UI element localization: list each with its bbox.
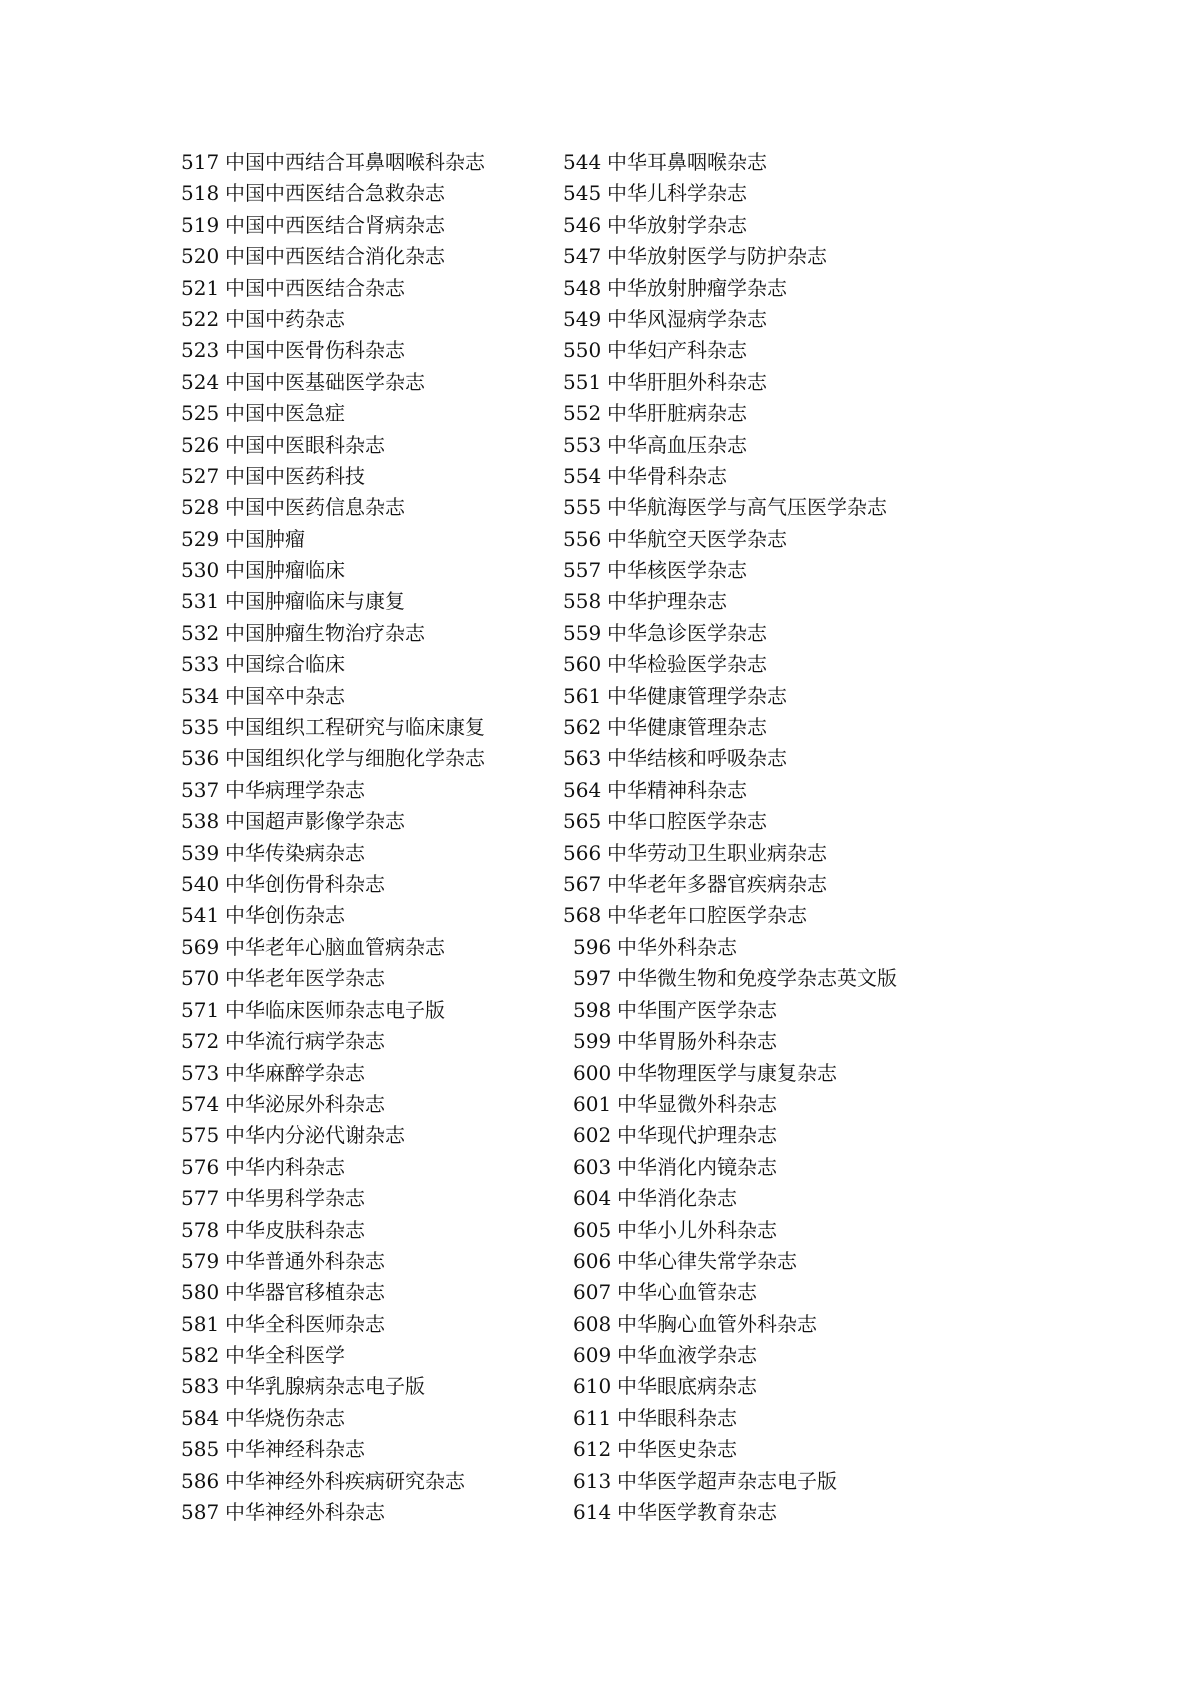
entry-number: 569	[181, 935, 220, 959]
entry-number: 533	[181, 652, 220, 677]
entry-number: 549	[563, 306, 602, 331]
journal-entry	[181, 1340, 465, 1371]
journal-title: 中华耳鼻咽喉杂志	[607, 150, 767, 174]
journal-title: 中华器官移植杂志	[225, 1280, 385, 1305]
journal-list-bottom-left	[181, 932, 465, 1528]
journal-entry	[181, 241, 485, 272]
journal-title: 中国组织化学与细胞化学杂志	[225, 746, 485, 771]
entry-number: 536	[181, 746, 220, 771]
journal-title: 中华儿科学杂志	[607, 181, 747, 206]
entry-number: 611	[573, 1405, 612, 1430]
journal-title: 中国肿瘤临床	[225, 558, 345, 583]
entry-number: 526	[181, 432, 220, 457]
journal-entry	[573, 1152, 897, 1183]
journal-title: 中华皮肤科杂志	[225, 1217, 365, 1242]
journal-title: 中华内科杂志	[225, 1154, 345, 1179]
journal-title: 中华创伤骨科杂志	[225, 871, 385, 896]
journal-entry	[181, 838, 485, 869]
journal-entry	[181, 524, 485, 555]
entry-number: 613	[573, 1468, 612, 1493]
journal-entry	[563, 775, 887, 806]
entry-number: 562	[563, 715, 602, 740]
journal-entry	[181, 1371, 465, 1402]
journal-entry	[563, 461, 887, 492]
journal-entry	[563, 367, 887, 398]
journal-title: 中华肝脏病杂志	[607, 401, 747, 426]
entry-number: 525	[181, 401, 220, 426]
journal-list-top-right	[563, 147, 887, 932]
journal-entry	[181, 900, 485, 931]
entry-number: 585	[181, 1437, 220, 1462]
entry-number: 581	[181, 1311, 220, 1336]
entry-number: 599	[573, 1029, 612, 1054]
journal-title: 中华乳腺病杂志电子版	[225, 1374, 425, 1399]
journal-entry	[181, 649, 485, 680]
journal-entry	[181, 1152, 465, 1183]
entry-number: 558	[563, 589, 602, 614]
entry-number: 522	[181, 306, 220, 331]
journal-entry	[181, 1497, 465, 1528]
entry-number: 580	[181, 1280, 220, 1305]
journal-entry	[563, 304, 887, 335]
journal-entry	[573, 1340, 897, 1371]
journal-entry	[563, 241, 887, 272]
journal-title: 中华麻醉学杂志	[225, 1060, 365, 1085]
journal-entry	[181, 304, 485, 335]
journal-title: 中国中西医结合急救杂志	[225, 181, 445, 206]
journal-entry	[181, 367, 485, 398]
entry-number: 574	[181, 1091, 220, 1116]
journal-title: 中华显微外科杂志	[617, 1091, 777, 1116]
journal-entry	[573, 1403, 897, 1434]
entry-number: 538	[181, 809, 220, 834]
journal-title: 中华眼底病杂志	[617, 1374, 757, 1399]
entry-number: 573	[181, 1060, 220, 1085]
journal-entry	[563, 869, 887, 900]
entry-number: 578	[181, 1217, 220, 1242]
entry-number: 530	[181, 558, 220, 583]
journal-title: 中华医学教育杂志	[617, 1500, 777, 1525]
journal-entry	[181, 586, 485, 617]
entry-number: 566	[563, 840, 602, 865]
entry-number: 548	[563, 275, 602, 300]
entry-number: 576	[181, 1154, 220, 1179]
journal-entry	[563, 147, 887, 178]
journal-title: 中国超声影像学杂志	[225, 809, 405, 834]
journal-entry	[563, 398, 887, 429]
entry-number: 518	[181, 181, 220, 206]
journal-title: 中华内分泌代谢杂志	[225, 1123, 405, 1148]
entry-number: 609	[573, 1343, 612, 1368]
entry-number: 539	[181, 840, 220, 865]
journal-entry	[563, 210, 887, 241]
journal-title: 中华核医学杂志	[607, 558, 747, 583]
journal-entry	[181, 1183, 465, 1214]
entry-number: 519	[181, 212, 220, 237]
entry-number: 601	[573, 1091, 612, 1116]
entry-number: 575	[181, 1123, 220, 1148]
entry-number: 535	[181, 715, 220, 740]
journal-title: 中华检验医学杂志	[607, 652, 767, 677]
entry-number: 605	[573, 1217, 612, 1242]
journal-entry	[181, 555, 485, 586]
journal-entry	[573, 995, 897, 1026]
journal-title: 中华精神科杂志	[607, 777, 747, 802]
journal-title: 中华航空天医学杂志	[607, 526, 787, 551]
journal-entry	[181, 775, 485, 806]
journal-title: 中华创伤杂志	[225, 903, 345, 928]
journal-entry	[573, 1089, 897, 1120]
journal-title: 中华口腔医学杂志	[607, 809, 767, 834]
journal-title: 中华骨科杂志	[607, 463, 727, 488]
journal-title: 中华全科医学	[225, 1343, 345, 1368]
journal-title: 中华神经外科杂志	[225, 1500, 385, 1525]
journal-title: 中华围产医学杂志	[617, 997, 777, 1022]
journal-title: 中国中医骨伤科杂志	[225, 338, 405, 363]
journal-entry	[181, 806, 485, 837]
journal-title: 中华心血管杂志	[617, 1280, 757, 1305]
journal-title: 中华放射学杂志	[607, 212, 747, 237]
journal-entry	[573, 1183, 897, 1214]
entry-number: 527	[181, 463, 220, 488]
journal-entry	[181, 147, 485, 178]
journal-title: 中华胸心血管外科杂志	[617, 1311, 817, 1336]
journal-title: 中华放射肿瘤学杂志	[607, 275, 787, 300]
journal-entry	[181, 1277, 465, 1308]
journal-entry	[181, 1089, 465, 1120]
journal-entry	[181, 398, 485, 429]
entry-number: 541	[181, 903, 220, 928]
journal-title: 中国中西结合耳鼻咽喉科杂志	[225, 150, 485, 174]
entry-number: 546	[563, 212, 602, 237]
journal-entry	[573, 1120, 897, 1151]
entry-number: 565	[563, 809, 602, 834]
journal-title: 中华劳动卫生职业病杂志	[607, 840, 827, 865]
entry-number: 521	[181, 275, 220, 300]
journal-entry	[181, 210, 485, 241]
journal-title: 中国组织工程研究与临床康复	[225, 715, 485, 740]
journal-title: 中华临床医师杂志电子版	[225, 997, 445, 1022]
journal-title: 中华微生物和免疫学杂志英文版	[617, 966, 897, 991]
journal-title: 中华泌尿外科杂志	[225, 1091, 385, 1116]
entry-number: 602	[573, 1123, 612, 1148]
entry-number: 571	[181, 997, 220, 1022]
journal-entry	[181, 1309, 465, 1340]
entry-number: 584	[181, 1405, 220, 1430]
journal-entry	[181, 1466, 465, 1497]
journal-title: 中华结核和呼吸杂志	[607, 746, 787, 771]
journal-entry	[573, 1026, 897, 1057]
entry-number: 532	[181, 620, 220, 645]
journal-title: 中华消化杂志	[617, 1186, 737, 1211]
journal-title: 中华全科医师杂志	[225, 1311, 385, 1336]
journal-title: 中华普通外科杂志	[225, 1248, 385, 1273]
journal-title: 中华胃肠外科杂志	[617, 1029, 777, 1054]
journal-title: 中华神经外科疾病研究杂志	[225, 1468, 465, 1493]
entry-number: 551	[563, 369, 602, 394]
entry-number: 531	[181, 589, 220, 614]
journal-entry	[563, 555, 887, 586]
journal-entry	[181, 618, 485, 649]
journal-entry	[563, 806, 887, 837]
entry-number: 608	[573, 1311, 612, 1336]
journal-title: 中华老年口腔医学杂志	[607, 903, 807, 928]
entry-number: 568	[563, 903, 602, 928]
journal-title: 中华男科学杂志	[225, 1186, 365, 1211]
journal-entry	[573, 1497, 897, 1528]
journal-entry	[181, 1215, 465, 1246]
entry-number: 579	[181, 1248, 220, 1273]
entry-number: 560	[563, 652, 602, 677]
entry-number: 600	[573, 1060, 612, 1085]
entry-number: 607	[573, 1280, 612, 1305]
entry-number: 597	[573, 966, 612, 991]
entry-number: 517	[181, 150, 220, 174]
journal-entry	[563, 492, 887, 523]
journal-title: 中华放射医学与防护杂志	[607, 244, 827, 269]
journal-entry	[181, 1246, 465, 1277]
journal-title: 中华医学超声杂志电子版	[617, 1468, 837, 1493]
journal-title: 中华神经科杂志	[225, 1437, 365, 1462]
journal-entry	[181, 1403, 465, 1434]
entry-number: 550	[563, 338, 602, 363]
entry-number: 612	[573, 1437, 612, 1462]
journal-title: 中华病理学杂志	[225, 777, 365, 802]
entry-number: 586	[181, 1468, 220, 1493]
journal-title: 中华眼科杂志	[617, 1405, 737, 1430]
journal-entry	[563, 712, 887, 743]
entry-number: 544	[563, 150, 602, 174]
journal-title: 中国中医药信息杂志	[225, 495, 405, 520]
journal-title: 中国中医急症	[225, 401, 345, 426]
journal-title: 中华老年心脑血管病杂志	[225, 935, 445, 959]
journal-title: 中华流行病学杂志	[225, 1029, 385, 1054]
entry-number: 610	[573, 1374, 612, 1399]
journal-title: 中华烧伤杂志	[225, 1405, 345, 1430]
entry-number: 520	[181, 244, 220, 269]
journal-entry	[181, 1026, 465, 1057]
entry-number: 557	[563, 558, 602, 583]
journal-entry	[181, 932, 465, 963]
journal-title: 中华肝胆外科杂志	[607, 369, 767, 394]
journal-title: 中华老年医学杂志	[225, 966, 385, 991]
journal-entry	[573, 1309, 897, 1340]
journal-entry	[563, 524, 887, 555]
entry-number: 587	[181, 1500, 220, 1525]
entry-number: 524	[181, 369, 220, 394]
journal-entry	[181, 178, 485, 209]
entry-number: 552	[563, 401, 602, 426]
journal-entry	[181, 492, 485, 523]
journal-entry	[573, 1434, 897, 1465]
journal-title: 中华物理医学与康复杂志	[617, 1060, 837, 1085]
journal-entry	[181, 963, 465, 994]
entry-number: 564	[563, 777, 602, 802]
entry-number: 567	[563, 871, 602, 896]
journal-title: 中华传染病杂志	[225, 840, 365, 865]
entry-number: 582	[181, 1343, 220, 1368]
journal-entry	[563, 335, 887, 366]
journal-title: 中国综合临床	[225, 652, 345, 677]
journal-title: 中国中药杂志	[225, 306, 345, 331]
entry-number: 540	[181, 871, 220, 896]
journal-entry	[573, 1058, 897, 1089]
entry-number: 554	[563, 463, 602, 488]
journal-title: 中国中医基础医学杂志	[225, 369, 425, 394]
journal-entry	[563, 649, 887, 680]
journal-entry	[181, 273, 485, 304]
journal-entry	[563, 743, 887, 774]
journal-entry	[563, 178, 887, 209]
entry-number: 523	[181, 338, 220, 363]
entry-number: 553	[563, 432, 602, 457]
entry-number: 606	[573, 1248, 612, 1273]
entry-number: 561	[563, 683, 602, 708]
journal-title: 中华急诊医学杂志	[607, 620, 767, 645]
entry-number: 570	[181, 966, 220, 991]
journal-entry	[181, 712, 485, 743]
journal-title: 中华血液学杂志	[617, 1343, 757, 1368]
journal-entry	[573, 1215, 897, 1246]
journal-title: 中华航海医学与高气压医学杂志	[607, 495, 887, 520]
journal-entry	[563, 900, 887, 931]
entry-number: 556	[563, 526, 602, 551]
journal-title: 中国中西医结合肾病杂志	[225, 212, 445, 237]
entry-number: 577	[181, 1186, 220, 1211]
entry-number: 537	[181, 777, 220, 802]
journal-entry	[181, 681, 485, 712]
journal-title: 中国卒中杂志	[225, 683, 345, 708]
journal-entry	[563, 586, 887, 617]
journal-entry	[181, 1120, 465, 1151]
entry-number: 547	[563, 244, 602, 269]
journal-entry	[573, 1371, 897, 1402]
entry-number: 583	[181, 1374, 220, 1399]
journal-title: 中华健康管理杂志	[607, 715, 767, 740]
entry-number: 563	[563, 746, 602, 771]
entry-number: 529	[181, 526, 220, 551]
entry-number: 534	[181, 683, 220, 708]
entry-number: 572	[181, 1029, 220, 1054]
journal-title: 中国肿瘤生物治疗杂志	[225, 620, 425, 645]
entry-number: 555	[563, 495, 602, 520]
entry-number: 614	[573, 1500, 612, 1525]
journal-title: 中华高血压杂志	[607, 432, 747, 457]
journal-entry	[181, 430, 485, 461]
journal-title: 中华老年多器官疾病杂志	[607, 871, 827, 896]
journal-entry	[181, 1058, 465, 1089]
journal-title: 中华消化内镜杂志	[617, 1154, 777, 1179]
journal-title: 中华心律失常学杂志	[617, 1248, 797, 1273]
journal-title: 中华妇产科杂志	[607, 338, 747, 363]
journal-entry	[181, 995, 465, 1026]
journal-title: 中华风湿病学杂志	[607, 306, 767, 331]
journal-entry	[573, 1277, 897, 1308]
journal-entry	[573, 1246, 897, 1277]
journal-title: 中国中医眼科杂志	[225, 432, 385, 457]
journal-list-top-left	[181, 147, 485, 932]
journal-entry	[563, 838, 887, 869]
journal-title: 中华现代护理杂志	[617, 1123, 777, 1148]
entry-number: 598	[573, 997, 612, 1022]
journal-title: 中华医史杂志	[617, 1437, 737, 1462]
journal-entry	[563, 430, 887, 461]
journal-title: 中华外科杂志	[617, 935, 737, 959]
entry-number: 603	[573, 1154, 612, 1179]
journal-title: 中华小儿外科杂志	[617, 1217, 777, 1242]
entry-number: 604	[573, 1186, 612, 1211]
journal-entry	[181, 1434, 465, 1465]
journal-title: 中华护理杂志	[607, 589, 727, 614]
entry-number: 559	[563, 620, 602, 645]
journal-entry	[563, 618, 887, 649]
journal-title: 中国中西医结合消化杂志	[225, 244, 445, 269]
journal-title: 中国中医药科技	[225, 463, 365, 488]
entry-number: 596	[573, 935, 612, 959]
journal-title: 中华健康管理学杂志	[607, 683, 787, 708]
journal-entry	[563, 681, 887, 712]
journal-entry	[181, 869, 485, 900]
entry-number: 545	[563, 181, 602, 206]
journal-title: 中国肿瘤	[225, 526, 305, 551]
journal-entry	[573, 1466, 897, 1497]
journal-entry	[181, 335, 485, 366]
journal-entry	[181, 743, 485, 774]
entry-number: 528	[181, 495, 220, 520]
journal-entry	[181, 461, 485, 492]
journal-title: 中国肿瘤临床与康复	[225, 589, 405, 614]
journal-entry	[573, 963, 897, 994]
journal-entry	[573, 932, 897, 963]
journal-title: 中国中西医结合杂志	[225, 275, 405, 300]
journal-entry	[563, 273, 887, 304]
journal-list-bottom-right	[573, 932, 897, 1528]
